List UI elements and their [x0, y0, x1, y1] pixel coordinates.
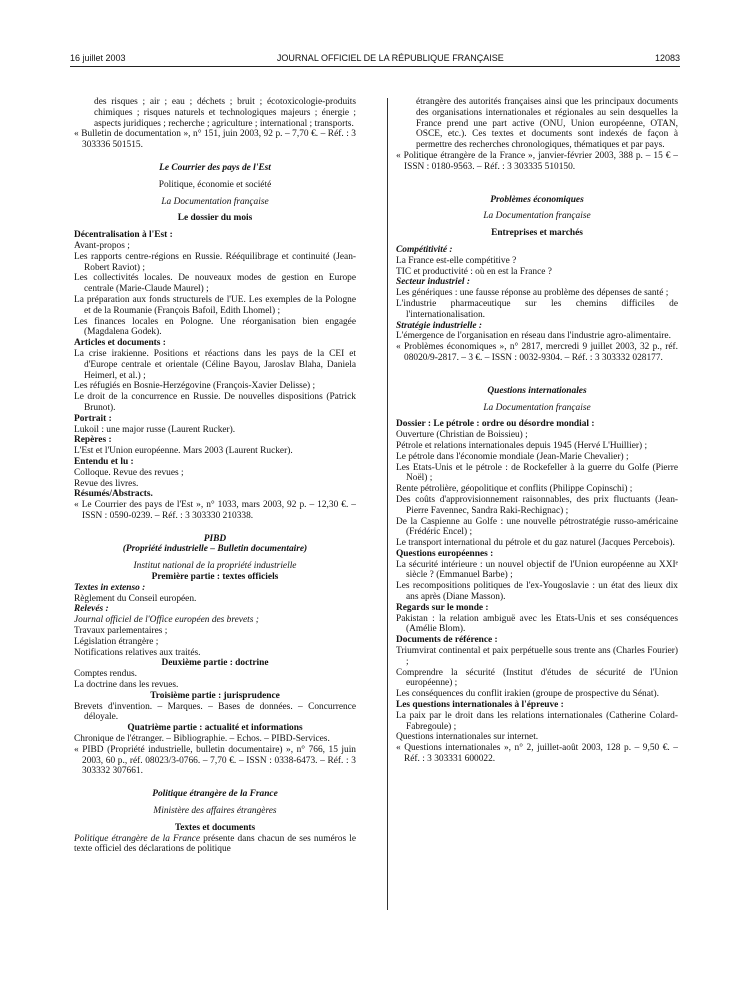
column-separator	[387, 98, 388, 910]
page-header	[70, 51, 680, 65]
list-item: Journal officiel de l'Office européen des brevets ;	[74, 615, 259, 626]
list-item: La sécurité intérieure : un nouvel objectif de l'Union européenne au XXIᵉ siècle ? (Emmanuel Barbe) ;	[396, 559, 678, 581]
publisher: La Documentation française	[483, 211, 591, 222]
list-item: Colloque. Revue des revues ;	[74, 467, 184, 478]
subheading: Repères :	[74, 435, 112, 446]
list-item: Triumvirat continental et paix perpétuelle sous trente ans (Charles Fourier) ;	[396, 646, 678, 667]
list-item: Avant-propos ;	[74, 240, 130, 251]
list-item: Pétrole et relations internationales depuis 1945 (Hervé L'Huillier) ;	[396, 440, 648, 451]
list-item: L'émergence de l'organisation en réseau dans l'industrie agro-alimentaire.	[396, 331, 671, 342]
list-item: De la Caspienne au Golfe : une nouvelle pétrostratégie russo-américaine (Frédéric Encel) ;	[396, 516, 678, 538]
section-heading: Textes et documents	[174, 822, 256, 833]
section-heading: Le dossier du mois	[177, 213, 253, 224]
publication-title: Questions internationales	[487, 385, 587, 396]
header-page-number: 12083	[654, 53, 680, 63]
section-heading: Entreprises et marchés	[491, 228, 583, 239]
list-item: Questions internationales sur internet.	[396, 732, 539, 743]
header-title: JOURNAL OFFICIEL DE LA RÉPUBLIQUE FRANÇAISE	[276, 53, 504, 63]
list-item: Lukoil : une major russe (Laurent Rucker).	[74, 424, 236, 435]
publisher: La Documentation française	[483, 402, 591, 413]
list-item: La paix par le droit dans les relations internationales (Catherine Colard-Fabregoule) ;	[396, 710, 678, 732]
publication-title: PIBD	[203, 533, 227, 544]
subheading: Les questions internationales à l'épreuve :	[396, 700, 564, 711]
subheading: Regards sur le monde :	[396, 602, 489, 613]
publication-title: Problèmes économiques	[490, 194, 584, 205]
intro-text: des risques ; air ; eau ; déchets ; bruit ; écotoxicologie-produits chimiques ; risques naturels et technologiques majeurs ; énergie ; aspects juridiques ; recherche ; agriculture ; international ; transports.	[94, 97, 356, 129]
list-item: La doctrine dans les revues.	[74, 680, 179, 691]
list-item: La préparation aux fonds structurels de l'UE. Les exemples de la Pologne et de la Roumanie (François Bafoil, Edith Lhomel) ;	[74, 294, 356, 316]
list-item: Les rapports centre-régions en Russie. Rééquilibrage et continuité (Jean-Robert Raviot) ;	[74, 251, 356, 273]
subheading: Stratégie industrielle :	[396, 320, 482, 331]
header-date: 16 juillet 2003	[70, 53, 126, 63]
publication-subtitle: Politique, économie et société	[158, 179, 272, 190]
body-text: présente dans chacun de ses numéros le texte officiel des déclarations de politique	[74, 833, 356, 855]
list-item: Ouverture (Christian de Boissieu) ;	[396, 430, 528, 441]
list-item: TIC et productivité : où en est la France ?	[396, 266, 552, 277]
list-item: Le pétrole dans l'économie mondiale (Jean-Marie Chevalier) ;	[396, 451, 629, 462]
subheading: Décentralisation à l'Est :	[74, 230, 173, 241]
subheading: Compétitivité :	[396, 244, 453, 255]
reference: « Bulletin de documentation », n° 151, juin 2003, 92 p. – 7,70 €. – Réf. : 3 303336 501515.	[74, 129, 356, 151]
right-column	[396, 97, 678, 765]
section-heading: Première partie : textes officiels	[151, 572, 279, 583]
list-item: La France est-elle compétitive ?	[396, 255, 517, 266]
list-item: Brevets d'invention. – Marques. – Bases de données. – Concurrence déloyale.	[74, 701, 356, 723]
list-item: Les réfugiés en Bosnie-Herzégovine (François-Xavier Delisse) ;	[74, 381, 316, 392]
list-item: Revue des livres.	[74, 478, 139, 489]
subheading: Textes in extenso :	[74, 582, 146, 593]
publication-subtitle: (Propriété industrielle – Bulletin documentaire)	[122, 544, 308, 555]
list-item: Les conséquences du conflit irakien (groupe de prospective du Sénat).	[396, 689, 659, 700]
reference: « Questions internationales », n° 2, juillet-août 2003, 128 p. – 9,50 €. – Réf. : 3 303331 600022.	[396, 743, 678, 765]
section-heading: Deuxième partie : doctrine	[161, 658, 269, 669]
reference: « Problèmes économiques », n° 2817, mercredi 9 juillet 2003, 32 p., réf. 08020/9-2817. – 3 €. – ISSN : 0032-9304. – Réf. : 3 303332 028177.	[396, 342, 678, 363]
subheading: Secteur industriel :	[396, 277, 470, 288]
list-item: Pakistan : la relation ambiguë avec les Etats-Unis et ses conséquences (Amélie Blom).	[396, 613, 678, 635]
subheading: Questions européennes :	[396, 548, 494, 559]
subheading: Résumés/Abstracts.	[74, 489, 153, 500]
subheading: Documents de référence :	[396, 635, 498, 646]
list-item: L'Est et l'Union européenne. Mars 2003 (Laurent Rucker).	[74, 446, 293, 457]
list-item: Les recompositions politiques de l'ex-Yougoslavie : un état des lieux dix ans après (Diane Masson).	[396, 581, 678, 603]
subheading: Entendu et lu :	[74, 456, 134, 467]
list-item: Les finances locales en Pologne. Une réorganisation bien engagée (Magdalena Godek).	[74, 316, 356, 338]
intro-text: étrangère des autorités françaises ainsi que les principaux documents des organisations internationales et régionales au sein desquelles la France prend une part active (ONU, Union européenne, OTAN, OSCE, etc.). Ces textes et documents sont indexés de façon à permettre des recherches chronologiques, thématiques et par pays.	[416, 97, 678, 151]
list-item: Notifications relatives aux traités.	[74, 647, 201, 658]
list-item: L'industrie pharmaceutique sur les chemins difficiles de l'internationalisation.	[396, 298, 678, 320]
section-heading: Troisième partie : jurisprudence	[150, 690, 280, 701]
subheading: Relevés :	[74, 604, 109, 615]
list-item: Les génériques : une fausse réponse au problème des dépenses de santé ;	[396, 288, 669, 299]
list-item: Le droit de la concurrence en Russie. De nouvelles dispositions (Patrick Brunot).	[74, 392, 356, 413]
list-item: Règlement du Conseil européen.	[74, 593, 197, 604]
list-item: Les Etats-Unis et le pétrole : de Rockefeller à la guerre du Golfe (Pierre Noël) ;	[396, 462, 678, 484]
subheading: Dossier : Le pétrole : ordre ou désordre mondial :	[396, 419, 595, 430]
list-item: Travaux parlementaires ;	[74, 626, 168, 637]
section-heading: Quatrième partie : actualité et informations	[127, 723, 303, 734]
list-item: Chronique de l'étranger. – Bibliographie. – Echos. – PIBD-Services.	[74, 734, 330, 745]
list-item: Les collectivités locales. De nouveaux modes de gestion en Europe centrale (Marie-Claude Maurel) ;	[74, 273, 356, 295]
reference: « PIBD (Propriété industrielle, bulletin documentaire) », n° 766, 15 juin 2003, 60 p., réf. 08023/3-0766. – 7,70 €. – ISSN : 0338-6473. – Réf. : 3 303332 307661.	[74, 744, 356, 777]
list-item: Comprendre la sécurité (Institut d'études de sécurité de l'Union européenne) ;	[396, 667, 678, 689]
list-item: Des coûts d'approvisionnement raisonnables, des prix fluctuants (Jean-Pierre Favennec, Sandra Raki-Rechignac) ;	[396, 494, 678, 516]
subheading: Portrait :	[74, 413, 112, 424]
publication-title: Le Courrier des pays de l'Est	[159, 162, 271, 173]
body-paragraph	[74, 834, 356, 856]
list-item: Rente pétrolière, géopolitique et conflits (Philippe Copinschi) ;	[396, 484, 633, 495]
list-item: La crise irakienne. Positions et réactions dans les pays de la CEI et d'Europe centrale et orientale (Céline Bayou, Jaroslav Blaha, Daniela Heimerl, et al.) ;	[74, 348, 356, 381]
subheading: Articles et documents :	[74, 338, 166, 349]
publisher: Institut national de la propriété industrielle	[133, 561, 297, 572]
publication-name: Politique étrangère de la France	[74, 833, 201, 844]
reference: « Politique étrangère de la France », janvier-février 2003, 388 p. – 15 € – ISSN : 0180-9563. – Réf. : 3 303335 510150.	[396, 150, 678, 172]
publisher: Ministère des affaires étrangères	[153, 806, 277, 817]
publication-title: Politique étrangère de la France	[152, 789, 278, 800]
list-item: Le transport international du pétrole et du gaz naturel (Jacques Percebois).	[396, 538, 675, 549]
publisher: La Documentation française	[161, 196, 269, 207]
left-column	[74, 97, 356, 855]
reference: « Le Courrier des pays de l'Est », n° 1033, mars 2003, 92 p. – 12,30 €. – ISSN : 0590-0239. – Réf. : 3 303330 210338.	[74, 500, 356, 521]
header-rule	[70, 66, 680, 67]
list-item: Comptes rendus.	[74, 669, 138, 680]
list-item: Législation étrangère ;	[74, 636, 159, 647]
